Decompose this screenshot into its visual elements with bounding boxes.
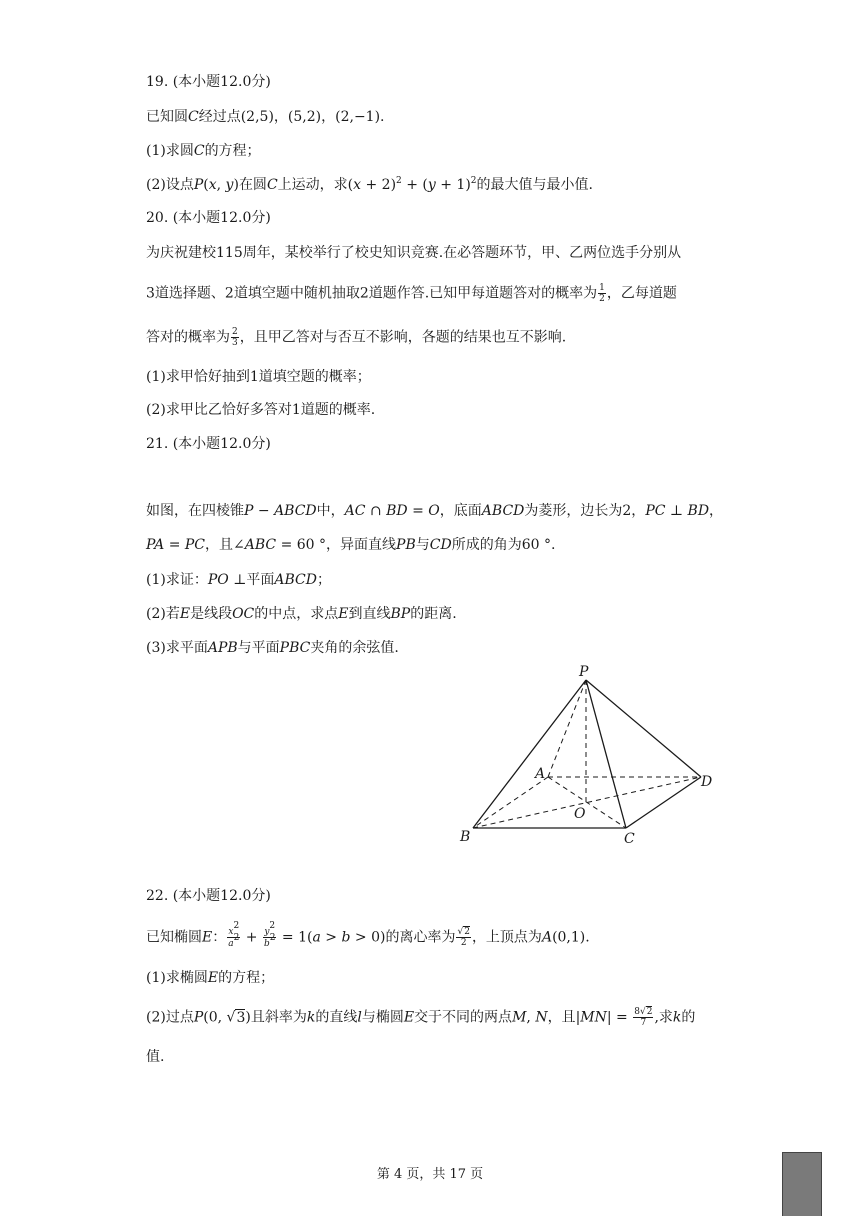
q21-line2: PA = PC，且∠ABC = 60 °，异面直线PB与CD所成的角为60 °. xyxy=(146,537,556,553)
q21-part2: (2)若E是线段OC的中点，求点E到直线BP的距离. xyxy=(146,606,457,622)
label-C: C xyxy=(624,831,635,847)
pyramid-figure xyxy=(455,660,725,850)
q21-part3: (3)求平面APB与平面PBC夹角的余弦值. xyxy=(146,640,399,656)
edge-CD xyxy=(626,777,701,828)
q19-part1: (1)求圆C的方程； xyxy=(146,143,261,159)
edge-PB xyxy=(473,680,586,828)
q19-header: 19. (本小题12.0分) xyxy=(146,74,271,90)
q21-header: 21. (本小题12.0分) xyxy=(146,436,271,452)
q20-line1: 为庆祝建校115周年，某校举行了校史知识竞赛.在必答题环节，甲、乙两位选手分别从 xyxy=(146,245,682,261)
q20-header: 20. (本小题12.0分) xyxy=(146,210,271,226)
q22-part2: (2)过点P(0, √3)且斜率为k的直线l与椭圆E交于不同的两点M, N，且|MN| = $\frac{8√2}{7}$ ,求k的 xyxy=(146,1007,696,1028)
label-B: B xyxy=(460,829,471,845)
q22-part1: (1)求椭圆E的方程； xyxy=(146,970,275,986)
q21-part1: (1)求证：PO ⊥平面ABCD； xyxy=(146,572,331,588)
q20-part2: (2)求甲比乙恰好多答对1道题的概率. xyxy=(146,402,376,418)
q19-part2: (2)设点P(x, y)在圆C上运动，求$(x + 2)^2 + (y + 1)^2$的最大值与最小值. xyxy=(146,176,593,193)
edge-PC xyxy=(586,680,626,828)
edge-AB xyxy=(473,777,548,828)
label-A: A xyxy=(535,766,546,782)
q19-stem: 已知圆C经过点(2,5)，(5,2)，(2,−1). xyxy=(146,109,385,125)
edge-PA xyxy=(548,680,586,777)
q20-line3: 答对的概率为 $\frac{2}{3}$ ，且甲乙答对与否互不影响，各题的结果也互不影响. xyxy=(146,327,567,348)
q22-line1: 已知椭圆E： $\frac{x^2}{a^2}$ + $\frac{y^2}{b^2}$ = 1(a > b > 0)的离心率为 $\frac{√2}{2}$ ，上顶点为A(0,1). xyxy=(146,921,590,949)
label-D: D xyxy=(701,774,713,790)
label-O: O xyxy=(574,806,586,822)
scrollbar-thumb[interactable] xyxy=(782,1152,822,1216)
label-P: P xyxy=(579,664,589,680)
q21-line1: 如图，在四棱锥P − ABCD中，AC ∩ BD = O，底面ABCD为菱形，边长为2，PC ⊥ BD， xyxy=(146,503,724,519)
page-footer: 第 4 页，共 17 页 xyxy=(376,1167,484,1182)
q20-line2: 3道选择题、2道填空题中随机抽取2道题作答.已知甲每道题答对的概率为 $\frac{1}{2}$ ，乙每道题 xyxy=(146,283,677,304)
q22-part2-tail: 值. xyxy=(146,1049,165,1065)
edge-PD xyxy=(586,680,701,777)
q22-header: 22. (本小题12.0分) xyxy=(146,888,271,904)
q20-part1: (1)求甲恰好抽到1道填空题的概率； xyxy=(146,369,371,385)
